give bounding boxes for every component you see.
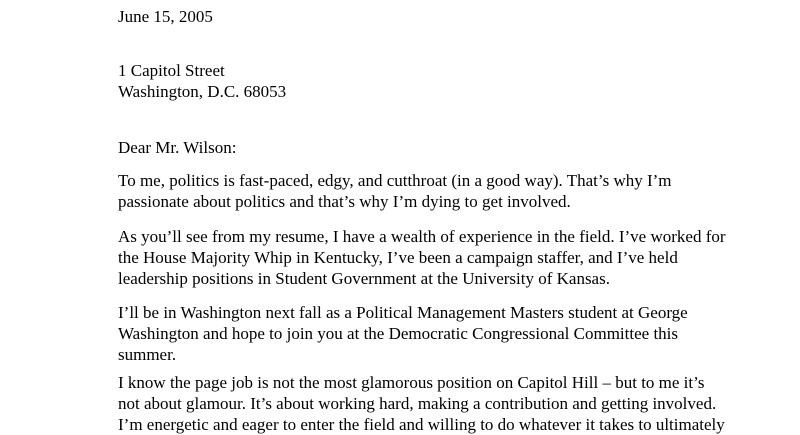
address-line-city: Washington, D.C. 68053 — [118, 82, 287, 101]
recipient-address — [118, 60, 286, 102]
paragraph-experience — [118, 226, 726, 289]
salutation — [118, 137, 236, 158]
paragraph-line: the House Majority Whip in Kentucky, I’ve been a campaign staffer, and I’ve held — [118, 248, 678, 267]
paragraph-line: passionate about politics and that’s why I’m dying to get involved. — [118, 192, 571, 211]
paragraph-line: I’ll be in Washington next fall as a Political Management Masters student at George — [118, 303, 688, 322]
paragraph-line: leadership positions in Student Government at the University of Kansas. — [118, 269, 610, 288]
address-line-street: 1 Capitol Street — [118, 61, 225, 80]
paragraph-line: Washington and hope to join you at the Democratic Congressional Committee this — [118, 324, 679, 343]
paragraph-line: summer. — [118, 345, 177, 364]
paragraph-intro — [118, 170, 672, 212]
letter-date — [118, 6, 213, 27]
salutation-line: Dear Mr. Wilson: — [118, 138, 237, 157]
paragraph-line: I’m energetic and eager to enter the field and willing to do whatever it takes to ultimately — [118, 415, 725, 434]
paragraph-line: As you’ll see from my resume, I have a wealth of experience in the field. I’ve worked for — [118, 227, 726, 246]
paragraph-motivation — [118, 372, 725, 435]
paragraph-line: I know the page job is not the most glamorous position on Capitol Hill – but to me it’s — [118, 373, 705, 392]
date-line: June 15, 2005 — [118, 7, 213, 26]
paragraph-line: To me, politics is fast-paced, edgy, and cutthroat (in a good way). That’s why I’m — [118, 171, 672, 190]
paragraph-plans — [118, 302, 688, 365]
paragraph-line: not about glamour. It’s about working hard, making a contribution and getting involved. — [118, 394, 717, 413]
